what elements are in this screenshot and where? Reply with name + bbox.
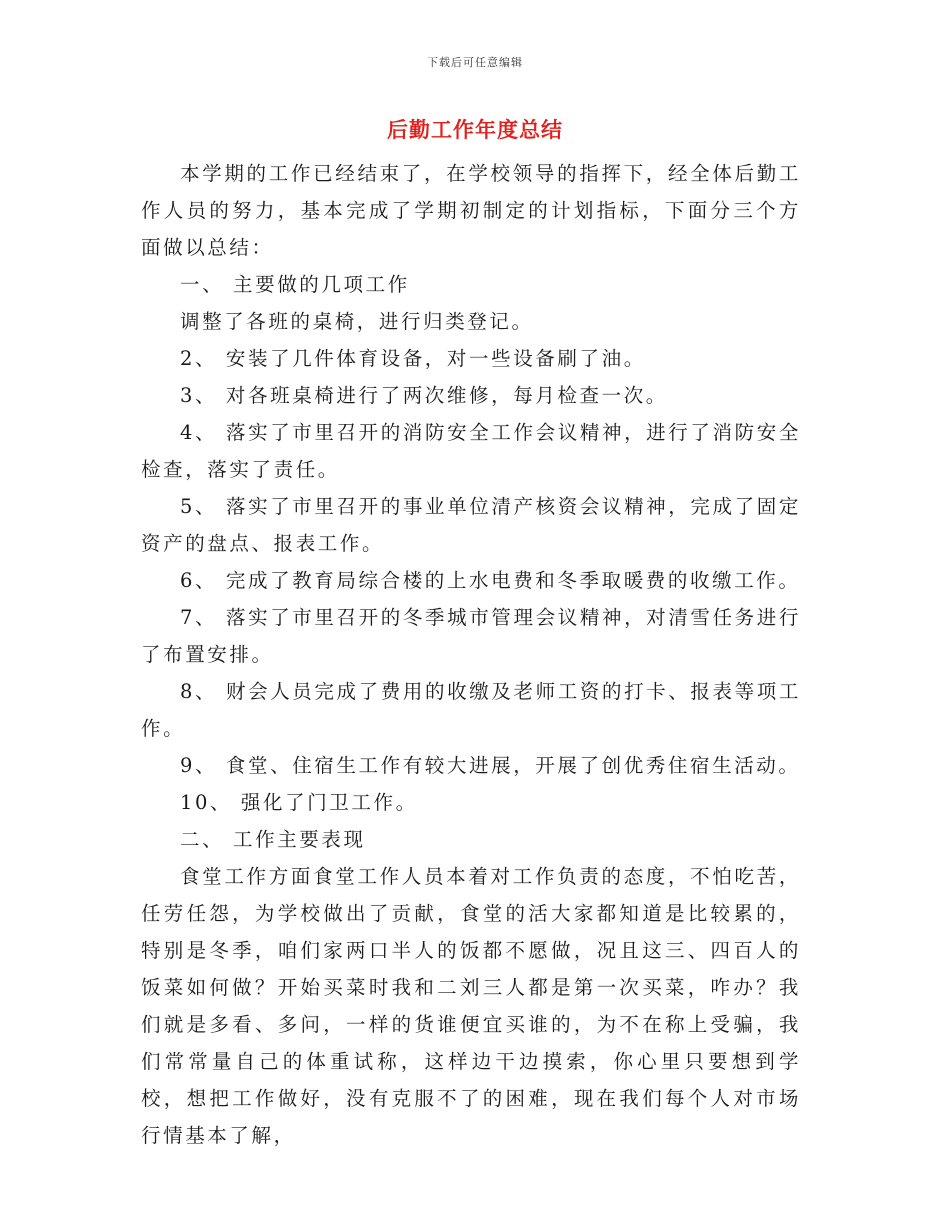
list-item: 调整了各班的桌椅，进行归类登记。 — [180, 310, 534, 333]
section-heading-1: 一、 主要做的几项工作 — [180, 273, 410, 296]
body-paragraph: 食堂工作方面食堂工作人员本着对工作负责的态度，不怕吃苦，任劳任怨，为学校做出了贡献，食堂的活大家都知道是比较累的，特别是冬季，咱们家两口半人的饭都不愿做，况且这三、四百人的饭菜如何做？开始买菜时我和二刘三人都是第一次买菜，咋办？我们就是多看、多问，一样的货谁便宜买谁的，为不在称上受骗，我们常常量自己的体重试称，这样边干边摸索，你心里只要想到学校，想把工作做好，没有克服不了的困难，现在我们每个人对市场行情基本了解， — [141, 865, 801, 1147]
section-heading-2: 二、 工作主要表现 — [180, 828, 366, 851]
list-item: 8、 财会人员完成了费用的收缴及老师工资的打卡、报表等项工作。 — [141, 680, 801, 740]
list-item: 7、 落实了市里召开的冬季城市管理会议精神，对清雪任务进行了布置安排。 — [141, 606, 801, 666]
list-item: 2、 安装了几件体育设备，对一些设备刷了油。 — [180, 347, 646, 370]
document-body — [141, 155, 801, 1154]
list-item: 9、 食堂、住宿生工作有较大进展，开展了创优秀住宿生活动。 — [180, 754, 801, 777]
intro-paragraph: 本学期的工作已经结束了，在学校领导的指挥下，经全体后勤工作人员的努力，基本完成了学期初制定的计划指标，下面分三个方面做以总结： — [141, 162, 801, 259]
list-item: 5、 落实了市里召开的事业单位清产核资会议精神，完成了固定资产的盘点、报表工作。 — [141, 495, 801, 555]
list-item: 3、 对各班桌椅进行了两次维修，每月检查一次。 — [180, 384, 668, 407]
list-item: 10、 强化了门卫工作。 — [180, 791, 418, 814]
header-note: 下载后可任意编辑 — [427, 56, 523, 69]
document-title: 后勤工作年度总结 — [387, 118, 563, 142]
list-item: 6、 完成了教育局综合楼的上水电费和冬季取暖费的收缴工作。 — [180, 569, 801, 592]
list-item: 4、 落实了市里召开的消防安全工作会议精神，进行了消防安全检查，落实了责任。 — [141, 421, 801, 481]
